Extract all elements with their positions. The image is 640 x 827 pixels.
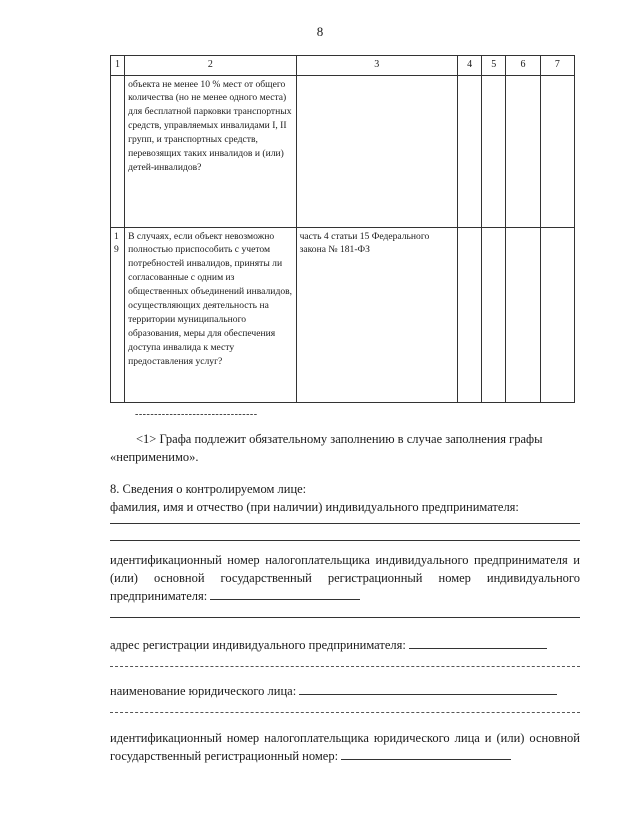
inn-org-label: идентификационный номер налогоплательщика юридического лица и (или) основной государственный регистрационный номер: bbox=[110, 731, 580, 763]
address-fill-line[interactable] bbox=[409, 638, 547, 649]
inn-org-fill-line[interactable] bbox=[341, 749, 511, 760]
org-name-label: наименование юридического лица: bbox=[110, 683, 580, 701]
address-label: адрес регистрации индивидуального предпринимателя: bbox=[110, 637, 580, 655]
answer-cell bbox=[482, 227, 506, 402]
fio-fill-line[interactable] bbox=[110, 523, 580, 524]
answer-cell bbox=[540, 227, 574, 402]
page-number: 8 bbox=[316, 24, 324, 39]
answer-cell bbox=[506, 75, 540, 227]
answer-cell bbox=[506, 227, 540, 402]
column-header: 7 bbox=[540, 56, 574, 76]
answer-cell bbox=[482, 75, 506, 227]
inn-ip-fill-line-2[interactable] bbox=[110, 617, 580, 618]
inn-ip-fill-line[interactable] bbox=[210, 589, 360, 600]
table-row bbox=[111, 75, 575, 227]
inn-ip-label: идентификационный номер налогоплательщика индивидуального предпринимателя и (или) основной государственный регистрационный номер индивидуального предпринимателя: bbox=[110, 553, 580, 603]
table-row bbox=[111, 227, 575, 402]
column-header: 4 bbox=[457, 56, 481, 76]
org-name-fill-line-2[interactable] bbox=[110, 712, 580, 713]
row-number: 19 bbox=[111, 227, 125, 402]
org-name-fill-line[interactable] bbox=[299, 684, 557, 695]
answer-cell bbox=[457, 227, 481, 402]
column-header: 2 bbox=[125, 56, 296, 76]
section-title: 8. Сведения о контролируемом лице: bbox=[110, 482, 307, 496]
address-fill-line-2[interactable] bbox=[110, 666, 580, 667]
row-number bbox=[111, 75, 125, 227]
answer-cell bbox=[457, 75, 481, 227]
fio-label: фамилия, имя и отчество (при наличии) индивидуального предпринимателя: bbox=[110, 500, 519, 514]
answer-cell bbox=[540, 75, 574, 227]
reference-cell: часть 4 статьи 15 Федерального закона № 181-ФЗ bbox=[296, 227, 457, 402]
question-cell: В случаях, если объект невозможно полностью приспособить с учетом потребностей инвалидов, приняты ли согласованные с одним из общественных объединений инвалидов, осуществляющих деятельность на территории муниципального образования, меры для обеспечения доступа инвалида к месту предоставления услуг? bbox=[125, 227, 296, 402]
table-header-row bbox=[111, 56, 575, 76]
footnote-text: <1> Графа подлежит обязательному заполнению в случае заполнения графы «неприменимо». bbox=[110, 432, 543, 465]
column-header: 5 bbox=[482, 56, 506, 76]
footnote-separator: -------------------------------- bbox=[135, 409, 258, 420]
fio-fill-line-2[interactable] bbox=[110, 540, 580, 541]
column-header: 1 bbox=[111, 56, 125, 76]
column-header: 3 bbox=[296, 56, 457, 76]
question-cell: объекта не менее 10 % мест от общего количества (но не менее одного места) для бесплатной парковки транспортных средств, управляемых инвалидами I, II групп, и транспортных средств, перевозящих таких инвалидов и (или) детей-инвалидов? bbox=[125, 75, 296, 227]
checklist-table bbox=[110, 55, 575, 403]
column-header: 6 bbox=[506, 56, 540, 76]
reference-cell bbox=[296, 75, 457, 227]
